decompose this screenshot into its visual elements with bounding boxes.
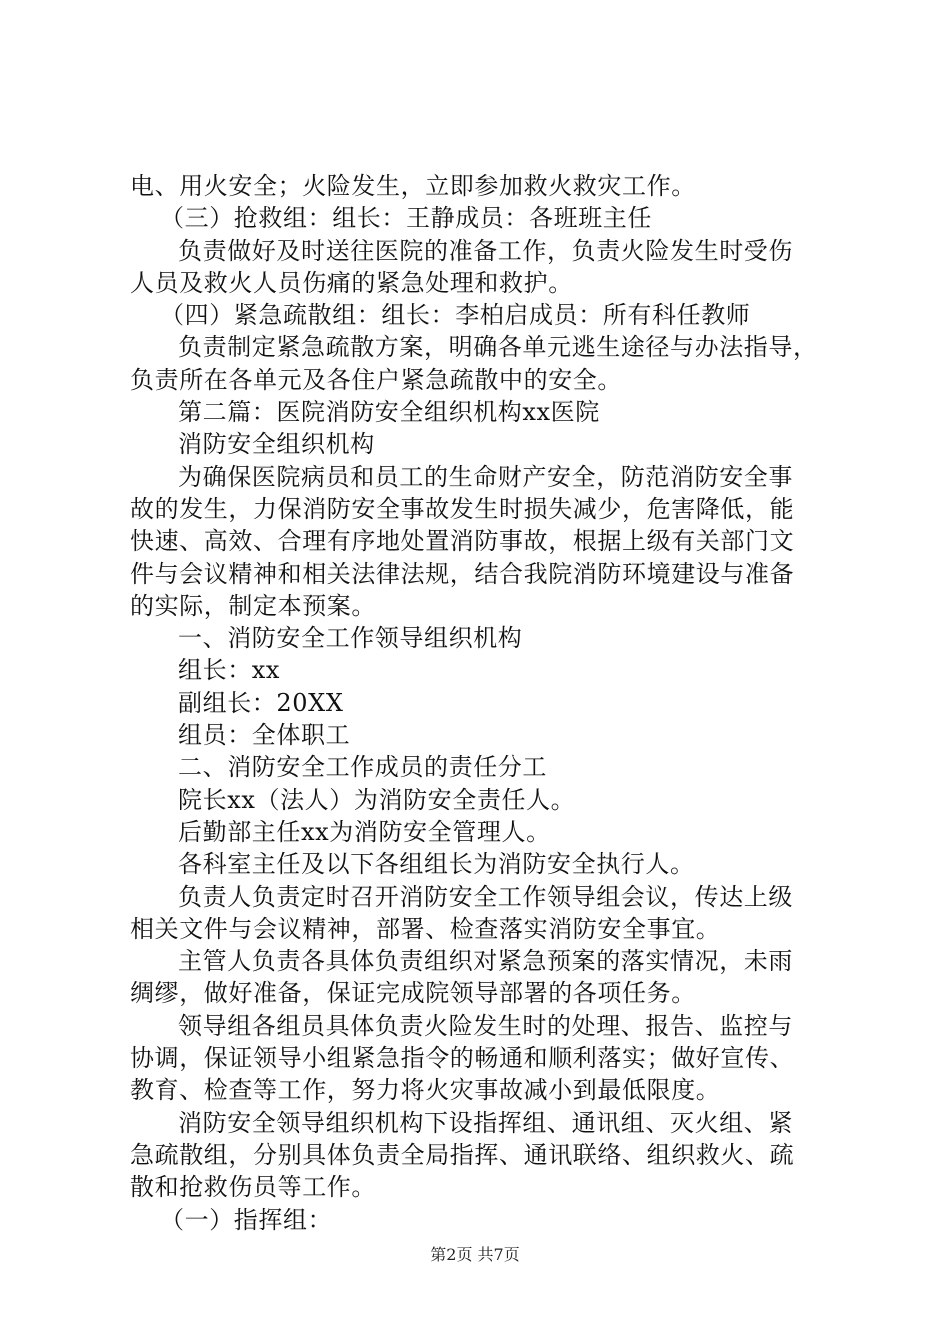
section-heading: 第二篇：医院消防安全组织机构xx医院: [178, 398, 600, 427]
page-number-footer: 第2页 共7页: [430, 1245, 520, 1264]
text-line: 消防安全领导组织机构下设指挥组、通讯组、灭火组、紧: [178, 1108, 793, 1137]
text-line: 副组长：20XX: [178, 688, 344, 717]
text-line: （三）抢救组：组长：王静成员：各班班主任: [160, 204, 652, 233]
text-line: 的实际，制定本预案。: [130, 591, 376, 620]
text-line: 故的发生，力保消防安全事故发生时损失减少，危害降低，能: [130, 494, 795, 523]
text-line: 负责制定紧急疏散方案，明确各单元逃生途径与办法指导，: [178, 333, 818, 362]
text-line: 组长：xx: [178, 656, 281, 685]
text-line: 急疏散组，分别具体负责全局指挥、通讯联络、组织救火、疏: [130, 1140, 795, 1169]
text-line: 快速、高效、合理有序地处置消防事故，根据上级有关部门文: [130, 527, 795, 556]
text-line: 件与会议精神和相关法律法规，结合我院消防环境建设与准备: [130, 559, 795, 588]
text-line: 相关文件与会议精神，部署、检查落实消防安全事宜。: [130, 914, 721, 943]
text-line: （四）紧急疏散组：组长：李柏启成员：所有科任教师: [160, 301, 751, 330]
section-heading: 一、消防安全工作领导组织机构: [178, 624, 523, 653]
text-line: 领导组各组员具体负责火险发生时的处理、报告、监控与: [178, 1011, 793, 1040]
text-line: 协调，保证领导小组紧急指令的畅通和顺利落实；做好宣传、: [130, 1044, 795, 1073]
text-line: 人员及救火人员伤痛的紧急处理和救护。: [130, 268, 573, 297]
section-heading: 消防安全组织机构: [178, 430, 375, 459]
text-line: 负责所在各单元及各住户紧急疏散中的安全。: [130, 365, 622, 394]
text-line: 负责人负责定时召开消防安全工作领导组会议，传达上级: [178, 882, 793, 911]
text-line: 负责做好及时送往医院的准备工作，负责火险发生时受伤: [178, 236, 793, 265]
text-line: 后勤部主任xx为消防安全管理人。: [178, 817, 551, 846]
text-line: 散和抢救伤员等工作。: [130, 1173, 376, 1202]
text-line: 绸缪，做好准备，保证完成院领导部署的各项任务。: [130, 979, 696, 1008]
text-line: 教育、检查等工作，努力将火灾事故减小到最低限度。: [130, 1076, 721, 1105]
text-line: 电、用火安全；火险发生，立即参加救火救灾工作。: [130, 172, 696, 200]
text-line: 各科室主任及以下各组组长为消防安全执行人。: [178, 850, 695, 879]
text-line: 院长xx（法人）为消防安全责任人。: [178, 785, 576, 814]
document-body: [130, 170, 830, 1236]
section-heading: 二、消防安全工作成员的责任分工: [178, 753, 547, 782]
text-line: 主管人负责各具体负责组织对紧急预案的落实情况，未雨: [178, 947, 793, 976]
text-line: 为确保医院病员和员工的生命财产安全，防范消防安全事: [178, 462, 793, 491]
text-line: 组员：全体职工: [178, 721, 351, 750]
text-line: （一）指挥组：: [160, 1205, 333, 1234]
